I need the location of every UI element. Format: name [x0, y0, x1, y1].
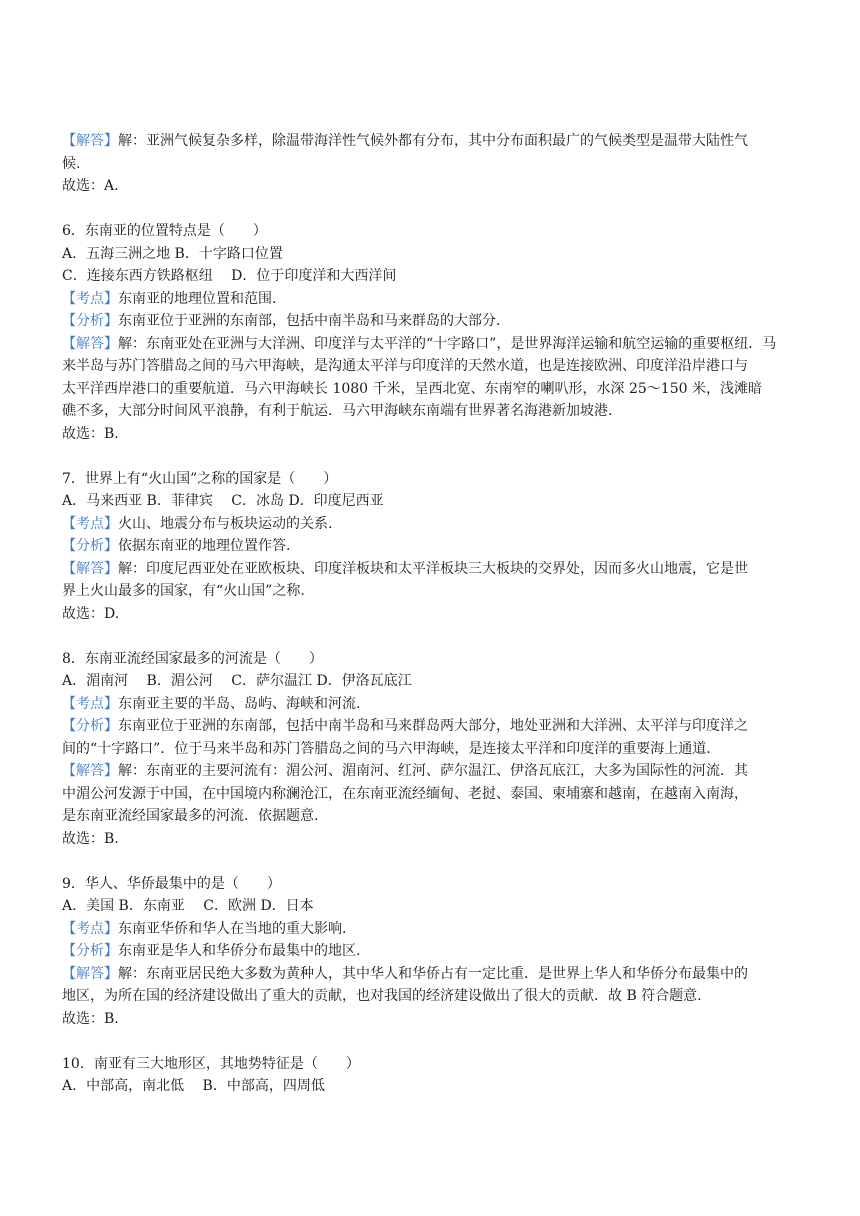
q6-kaodian: 【考点】东南亚的地理位置和范围. [62, 290, 277, 307]
fenxi-tag: 【分析】 [62, 718, 118, 734]
kaodian-tag: 【考点】 [62, 515, 118, 532]
q7-answer-line-2: 界上火山最多的国家，有“火山国”之称. [62, 583, 305, 599]
q7-stem: 7．世界上有“火山国”之称的国家是（ ） [62, 470, 338, 487]
q10-stem: 10．南亚有三大地形区，其地势特征是（ ） [62, 1055, 360, 1072]
q6-choice: 故选：B. [62, 425, 119, 442]
q6-option-line-2: C．连接东西方铁路枢纽 D．位于印度洋和大西洋间 [62, 268, 397, 284]
q7-fenxi: 【分析】依据东南亚的地理位置作答. [62, 538, 291, 554]
answer-tag: 【解答】 [62, 560, 118, 577]
q7-choice: 故选：D. [62, 605, 120, 622]
kaodian-tag: 【考点】 [62, 920, 118, 937]
q8-answer-line-2: 中湄公河发源于中国，在中国境内称澜沧江，在东南亚流经缅甸、老挝、泰国、柬埔寨和越南，在越南入南海， [62, 785, 748, 802]
fenxi-tag: 【分析】 [62, 313, 118, 329]
q8-fenxi-line-1: 【分析】东南亚位于亚洲的东南部，包括中南半岛和马来群岛两大部分，地处亚洲和大洋洲、太平洋与印度洋之 [62, 718, 748, 734]
q8-stem: 8．东南亚流经国家最多的河流是（ ） [62, 650, 323, 667]
q6-option-line-1: A．五海三洲之地 B．十字路口位置 [62, 245, 283, 262]
document-page [62, 130, 804, 1098]
kaodian-tag: 【考点】 [62, 695, 118, 712]
answer-tag: 【解答】 [62, 133, 118, 149]
q7-kaodian: 【考点】火山、地震分布与板块运动的关系. [62, 515, 333, 532]
q9-stem: 9．华人、华侨最集中的是（ ） [62, 875, 281, 892]
q9-option-line-1: A．美国 B．东南亚 C．欧洲 D．日本 [62, 898, 314, 914]
fenxi-tag: 【分析】 [62, 538, 118, 554]
q6-fenxi: 【分析】东南亚位于亚洲的东南部，包括中南半岛和马来群岛的大部分. [62, 313, 501, 329]
q6-answer-line-2: 来半岛与苏门答腊岛之间的马六甲海峡，是沟通太平洋与印度洋的天然水道，也是连接欧洲、印度洋沿岸港口与 [62, 358, 748, 374]
q9-answer-line-1: 【解答】解：东南亚居民绝大多数为黄种人，其中华人和华侨占有一定比重．是世界上华人和华侨分布最集中的 [62, 965, 748, 982]
q5-choice: 故选：A. [62, 178, 119, 194]
answer-tag: 【解答】 [62, 965, 118, 982]
q8-option-line-1: A．湄南河 B．湄公河 C．萨尔温江 D．伊洛瓦底江 [62, 673, 412, 689]
q8-fenxi-line-2: 间的“十字路口”．位于马来半岛和苏门答腊岛之间的马六甲海峡，是连接太平洋和印度洋的重要海上通道. [62, 740, 711, 757]
q9-answer-line-2: 地区，为所在国的经济建设做出了重大的贡献，也对我国的经济建设做出了很大的贡献．故 B 符合题意. [62, 988, 702, 1004]
q6-answer-line-4: 礁不多，大部分时间风平浪静，有利于航运．马六甲海峡东南端有世界著名海港新加坡港. [62, 403, 613, 419]
q6-stem: 6．东南亚的位置特点是（ ） [62, 223, 267, 239]
q5-answer-line-2: 候. [62, 155, 81, 172]
q9-kaodian: 【考点】东南亚华侨和华人在当地的重大影响. [62, 920, 347, 937]
q7-answer-line-1: 【解答】解：印度尼西亚处在亚欧板块、印度洋板块和太平洋板块三大板块的交界处，因而多火山地震，它是世 [62, 560, 748, 577]
q9-choice: 故选：B. [62, 1010, 119, 1027]
answer-tag: 【解答】 [62, 763, 118, 779]
q10-option-line-1: A．中部高，南北低 B．中部高，四周低 [62, 1078, 325, 1094]
fenxi-tag: 【分析】 [62, 943, 118, 959]
q8-answer-line-3: 是东南亚流经国家最多的河流．依据题意. [62, 808, 319, 824]
q8-choice: 故选：B. [62, 830, 119, 847]
answer-tag: 【解答】 [62, 335, 118, 352]
q5-answer-line-1: 【解答】解：亚洲气候复杂多样，除温带海洋性气候外都有分布，其中分布面积最广的气候类型是温带大陆性气 [62, 133, 748, 149]
q7-option-line-1: A．马来西亚 B．菲律宾 C．冰岛 D．印度尼西亚 [62, 493, 384, 509]
q6-answer-line-1: 【解答】解：东南亚处在亚洲与大洋洲、印度洋与太平洋的“十字路口”，是世界海洋运输和航空运输的重要枢纽．马 [62, 335, 777, 352]
q9-fenxi: 【分析】东南亚是华人和华侨分布最集中的地区. [62, 943, 361, 959]
q6-answer-line-3: 太平洋西岸港口的重要航道．马六甲海峡长 1080 千米，呈西北宽、东南窄的喇叭形，水深 25～150 米，浅滩暗 [62, 380, 762, 397]
q8-answer-line-1: 【解答】解：东南亚的主要河流有：湄公河、湄南河、红河、萨尔温江、伊洛瓦底江，大多为国际性的河流．其 [62, 763, 748, 779]
q8-kaodian: 【考点】东南亚主要的半岛、岛屿、海峡和河流. [62, 695, 361, 712]
kaodian-tag: 【考点】 [62, 290, 118, 307]
